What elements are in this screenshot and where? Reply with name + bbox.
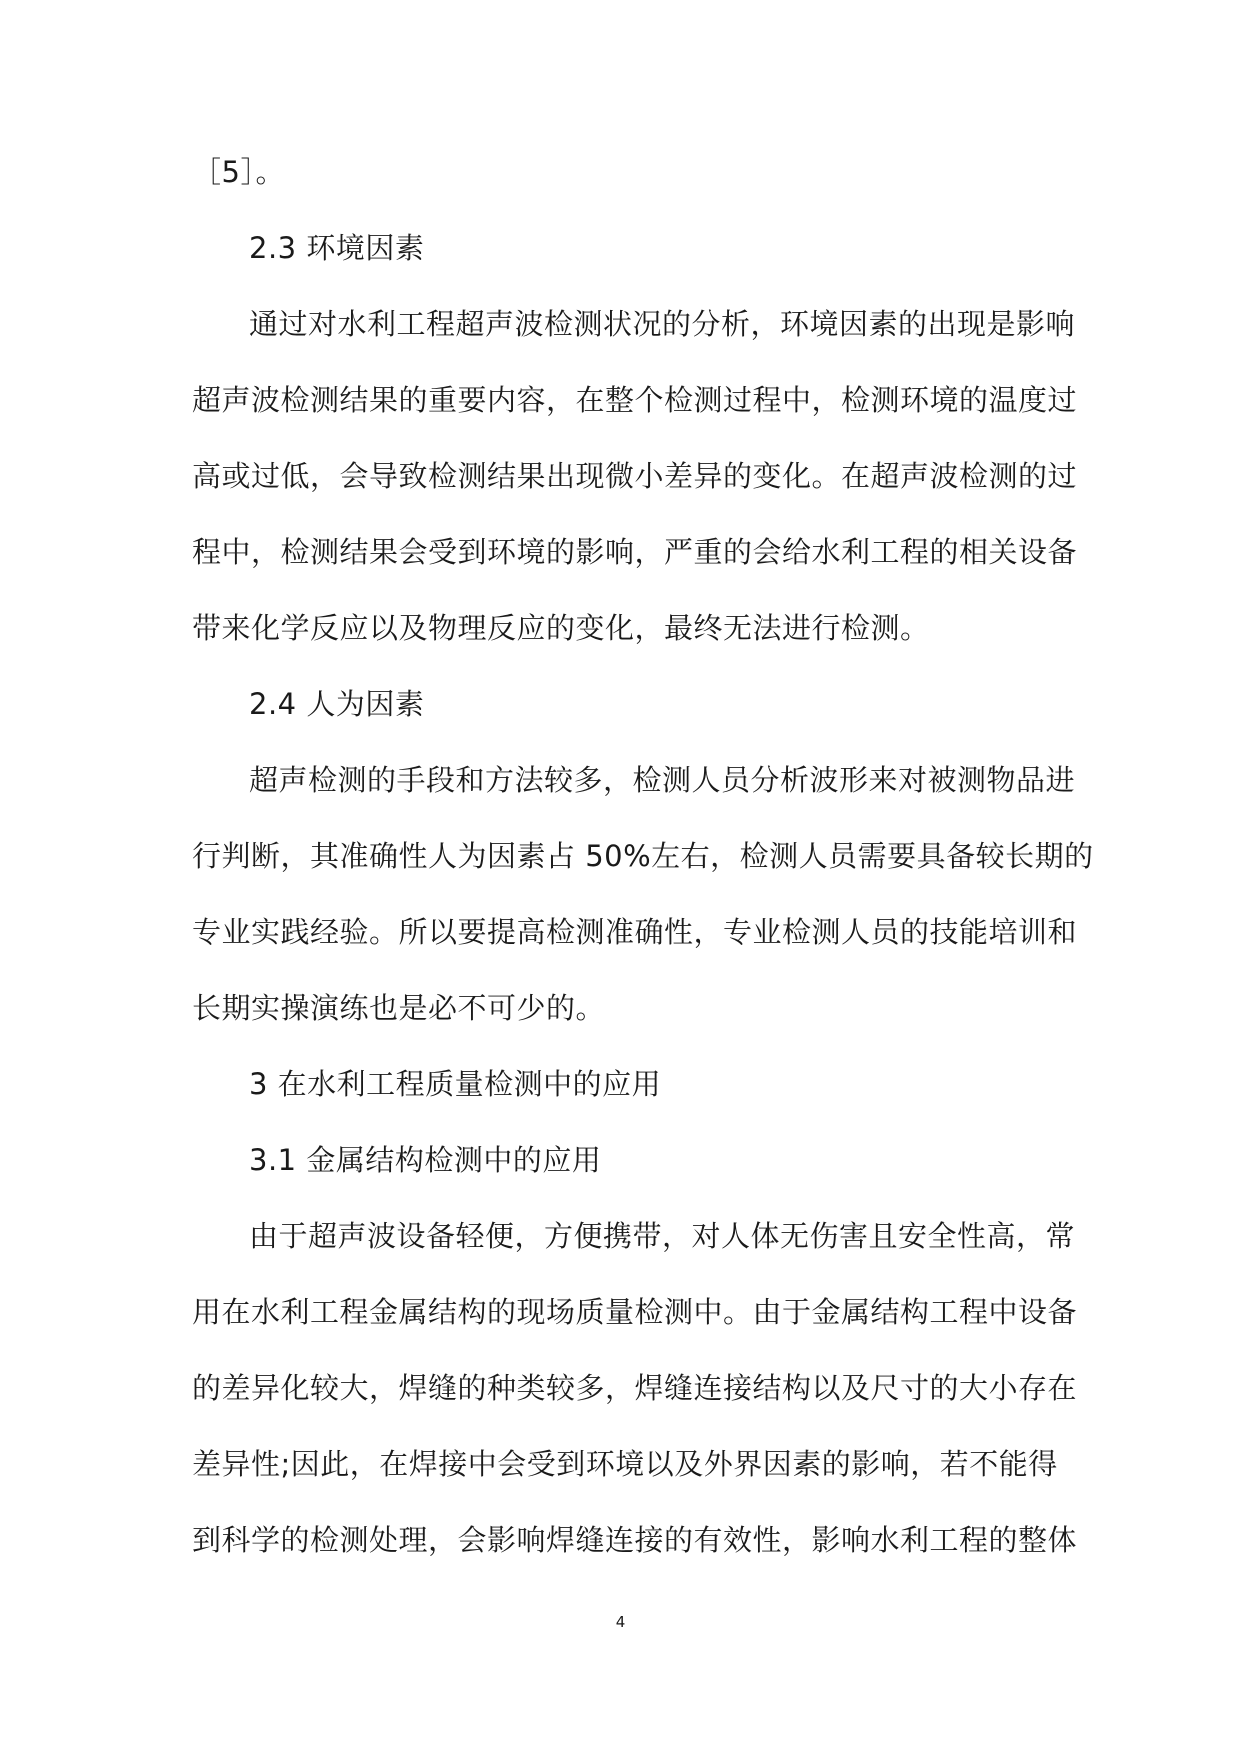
paragraph-line: 差异性;因此，在焊接中会受到环境以及外界因素的影响，若不能得 xyxy=(192,1447,1058,1481)
paragraph-line: 超声检测的手段和方法较多，检测人员分析波形来对被测物品进 xyxy=(249,763,1076,797)
paragraph-line: 高或过低，会导致检测结果出现微小差异的变化。在超声波检测的过 xyxy=(192,459,1078,493)
citation-ref: ［5］。 xyxy=(192,155,285,189)
paragraph-line: 由于超声波设备轻便，方便携带，对人体无伤害且安全性高，常 xyxy=(249,1219,1076,1253)
section-heading-3: 3 在水利工程质量检测中的应用 xyxy=(249,1067,662,1101)
paragraph-line: 带来化学反应以及物理反应的变化，最终无法进行检测。 xyxy=(192,611,930,645)
paragraph-line: 到科学的检测处理，会影响焊缝连接的有效性，影响水利工程的整体 xyxy=(192,1523,1078,1557)
paragraph-line: 用在水利工程金属结构的现场质量检测中。由于金属结构工程中设备 xyxy=(192,1295,1078,1329)
paragraph-line: 通过对水利工程超声波检测状况的分析，环境因素的出现是影响 xyxy=(249,307,1076,341)
paragraph-line: 长期实操演练也是必不可少的。 xyxy=(192,991,606,1025)
page-number: 4 xyxy=(615,1613,626,1631)
section-heading-3-1: 3.1 金属结构检测中的应用 xyxy=(249,1143,602,1177)
section-heading-2-3: 2.3 环境因素 xyxy=(249,231,425,265)
paragraph-line: 专业实践经验。所以要提高检测准确性，专业检测人员的技能培训和 xyxy=(192,915,1078,949)
paragraph-line: 的差异化较大，焊缝的种类较多，焊缝连接结构以及尺寸的大小存在 xyxy=(192,1371,1078,1405)
paragraph-line: 程中，检测结果会受到环境的影响，严重的会给水利工程的相关设备 xyxy=(192,535,1078,569)
section-heading-2-4: 2.4 人为因素 xyxy=(249,687,425,721)
paragraph-line: 超声波检测结果的重要内容，在整个检测过程中，检测环境的温度过 xyxy=(192,383,1078,417)
paragraph-line: 行判断，其准确性人为因素占 50%左右，检测人员需要具备较长期的 xyxy=(192,839,1094,873)
